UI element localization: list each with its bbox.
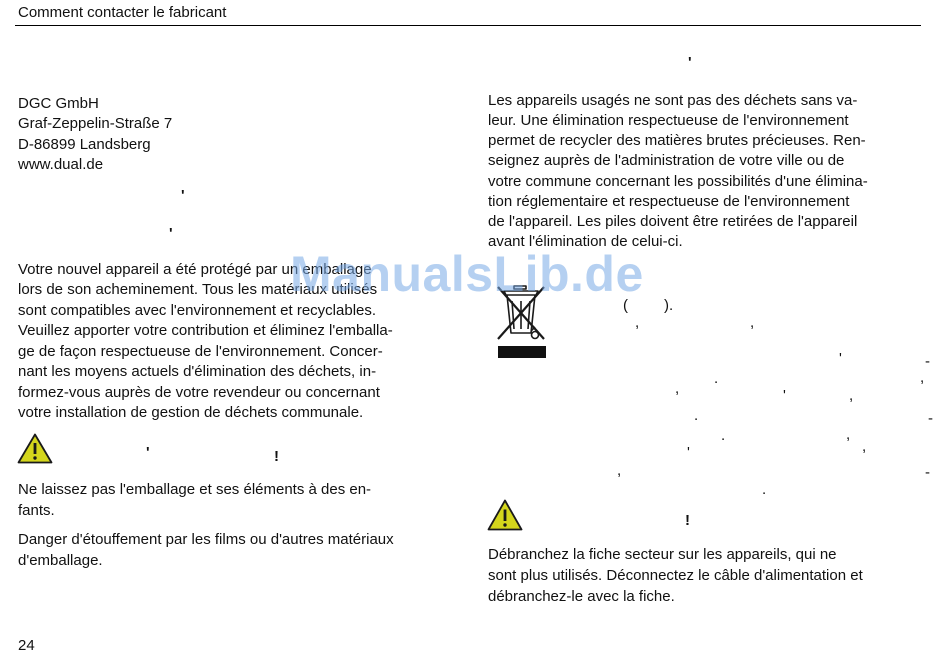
company-name: DGC GmbH (18, 95, 99, 112)
text-line: débranchez-le avec la fiche. (488, 588, 675, 605)
text-line: sont compatibles avec l'environnement et recyclables. (18, 301, 377, 319)
watermark: ManualsLib.de (290, 246, 644, 302)
text-line: votre commune concernant les possibilités d'une élimina- (488, 172, 868, 190)
text-line: votre installation de gestion de déchets communale. (18, 404, 364, 422)
text-line: nant les moyens actuels d'élimination des déchets, in- (18, 363, 377, 381)
stray-mark: , (635, 314, 640, 331)
text-line: avant l'élimination de celui-ci. (488, 232, 683, 250)
stray-mark: ' (783, 387, 786, 404)
street: Graf-Zeppelin-Straße 7 (18, 115, 173, 133)
stray-mark: ' (688, 54, 692, 71)
warning-triangle-icon (17, 433, 53, 464)
text-line: formez-vous auprès de votre revendeur ou concernant (18, 383, 380, 401)
text-line: leur. Une élimination respectueuse de l'environnement (488, 112, 849, 130)
text-line: ge de façon respectueuse de l'environnement. Concer- (18, 342, 383, 360)
suffocation-warning (18, 530, 394, 571)
stray-mark: , (849, 387, 854, 404)
stray-mark: ' (146, 444, 150, 461)
text-line: Danger d'étouffement par les films ou d'autres matériaux (18, 531, 394, 548)
disposal-paragraph (488, 91, 868, 252)
stray-mark: , (750, 314, 755, 331)
text-line: Débranchez la fiche secteur sur les appareils, qui ne (488, 546, 837, 563)
stray-mark: ' (839, 350, 842, 367)
postal-city: D-86899 Landsberg (18, 135, 151, 153)
text-line: de l'appareil. Les piles doivent être retirées de l'appareil (488, 212, 858, 230)
stray-mark: , (675, 380, 680, 397)
children-warning (18, 480, 371, 521)
stray-mark: ! (274, 448, 279, 465)
text-line: Votre nouvel appareil a été protégé par un emballage (18, 261, 372, 278)
stray-mark: , (617, 462, 622, 479)
text-line: seignez auprès de l'administration de votre ville ou de (488, 152, 845, 170)
warning-triangle-icon (487, 499, 523, 531)
manufacturer-address (18, 94, 172, 175)
page-number: 24 (18, 637, 35, 654)
stray-mark: , (846, 426, 851, 443)
stray-mark: - (925, 353, 930, 370)
text-line: Veuillez apporter votre contribution et éliminez l'emballa- (18, 322, 393, 340)
page-header-title: Comment contacter le fabricant (18, 4, 227, 21)
stray-mark: - (928, 410, 933, 427)
stray-mark: . (714, 370, 719, 387)
stray-mark: , (920, 369, 925, 386)
website: www.dual.de (18, 155, 104, 173)
text-line: fants. (18, 501, 55, 519)
stray-mark: . (721, 427, 726, 444)
text-line: sont plus utilisés. Déconnectez le câble d'alimentation et (488, 567, 863, 584)
stray-mark: , (862, 438, 867, 455)
stray-mark: ( (623, 297, 628, 314)
stray-mark: ' (181, 187, 185, 204)
stray-mark: - (925, 464, 930, 481)
unplug-paragraph (488, 544, 863, 607)
stray-mark: . (694, 407, 699, 424)
text-line: tion réglementaire et respectueuse de l'environnement (488, 192, 850, 210)
text-line: Les appareils usagés ne sont pas des déchets sans va- (488, 92, 858, 109)
text-line: Ne laissez pas l'emballage et ses éléments à des en- (18, 481, 372, 498)
text-line: d'emballage. (18, 551, 103, 569)
stray-mark: ). (664, 297, 674, 314)
text-line: lors de son acheminement. Tous les matériaux utilisés (18, 281, 378, 299)
stray-mark: ' (687, 444, 690, 461)
stray-mark: . (762, 481, 767, 498)
stray-mark: ' (169, 225, 173, 242)
stray-mark: ! (685, 512, 690, 529)
header-divider (15, 25, 921, 26)
text-line: permet de recycler des matières brutes précieuses. Ren- (488, 132, 866, 150)
